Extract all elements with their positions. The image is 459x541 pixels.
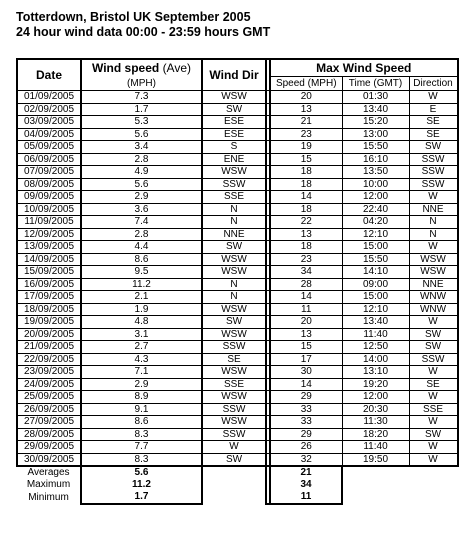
table-row: [17, 116, 458, 129]
date-cell: 10/09/2005: [17, 203, 81, 216]
ave-speed-cell: 7.1: [81, 366, 202, 379]
date-cell: 06/09/2005: [17, 153, 81, 166]
max-time-cell: 13:50: [342, 166, 409, 179]
table-row: [17, 303, 458, 316]
summary-max-speed: 21: [270, 466, 342, 479]
max-time-cell: 13:00: [342, 128, 409, 141]
table-row: [17, 241, 458, 254]
table-row: [17, 353, 458, 366]
date-cell: 22/09/2005: [17, 353, 81, 366]
date-cell: 15/09/2005: [17, 266, 81, 279]
ave-speed-cell: 5.6: [81, 178, 202, 191]
max-time-cell: 20:30: [342, 403, 409, 416]
wind-dir-cell: WSW: [202, 391, 266, 404]
date-cell: 03/09/2005: [17, 116, 81, 129]
summary-spacer: [342, 491, 458, 504]
max-time-cell: 15:00: [342, 291, 409, 304]
ave-speed-cell: 9.5: [81, 266, 202, 279]
summary-spacer: [342, 466, 458, 479]
wind-dir-cell: WSW: [202, 91, 266, 104]
max-time-cell: 12:50: [342, 341, 409, 354]
max-time-cell: 14:00: [342, 353, 409, 366]
max-direction-cell: W: [409, 91, 458, 104]
max-direction-cell: W: [409, 316, 458, 329]
date-cell: 02/09/2005: [17, 103, 81, 116]
max-speed-cell: 13: [270, 328, 342, 341]
wind-dir-cell: ESE: [202, 128, 266, 141]
table-row: [17, 216, 458, 229]
table-row: [17, 203, 458, 216]
max-time-cell: 19:20: [342, 378, 409, 391]
ave-speed-cell: 5.3: [81, 116, 202, 129]
table-row: [17, 428, 458, 441]
max-time-cell: 11:30: [342, 416, 409, 429]
wind-dir-cell: S: [202, 141, 266, 154]
max-speed-cell: 18: [270, 203, 342, 216]
ave-speed-cell: 7.3: [81, 91, 202, 104]
max-speed-cell: 15: [270, 153, 342, 166]
max-time-cell: 11:40: [342, 328, 409, 341]
max-speed-cell: 13: [270, 228, 342, 241]
date-cell: 05/09/2005: [17, 141, 81, 154]
ave-speed-cell: 8.6: [81, 253, 202, 266]
max-time-cell: 11:40: [342, 441, 409, 454]
date-cell: 17/09/2005: [17, 291, 81, 304]
date-cell: 01/09/2005: [17, 91, 81, 104]
max-speed-cell: 23: [270, 128, 342, 141]
max-speed-cell: 11: [270, 303, 342, 316]
summary-label: Minimum: [28, 491, 69, 503]
ave-speed-cell: 7.7: [81, 441, 202, 454]
max-time-cell: 15:50: [342, 141, 409, 154]
ave-speed-cell: 8.9: [81, 391, 202, 404]
date-cell: 20/09/2005: [17, 328, 81, 341]
max-speed-cell: 20: [270, 316, 342, 329]
wind-dir-cell: N: [202, 216, 266, 229]
date-cell: 21/09/2005: [17, 341, 81, 354]
wind-dir-cell: SSE: [202, 191, 266, 204]
table-row: [17, 441, 458, 454]
table-row: [17, 391, 458, 404]
header-max-speed: Speed (MPH): [270, 77, 342, 91]
ave-speed-cell: 2.7: [81, 341, 202, 354]
max-time-cell: 18:20: [342, 428, 409, 441]
table-row: [17, 366, 458, 379]
summary-ave-speed: 11.2: [81, 479, 202, 491]
max-direction-cell: SW: [409, 141, 458, 154]
max-speed-cell: 32: [270, 453, 342, 466]
wind-dir-cell: WSW: [202, 328, 266, 341]
table-row: [17, 453, 458, 466]
max-speed-cell: 33: [270, 403, 342, 416]
summary-spacer: [342, 479, 458, 491]
table-row: [17, 178, 458, 191]
max-direction-cell: SSW: [409, 166, 458, 179]
daily-rows: [17, 91, 458, 467]
max-time-cell: 09:00: [342, 278, 409, 291]
max-speed-cell: 22: [270, 216, 342, 229]
wind-dir-cell: WSW: [202, 166, 266, 179]
summary-label: Maximum: [26, 479, 71, 490]
max-direction-cell: SE: [409, 378, 458, 391]
wind-dir-cell: N: [202, 278, 266, 291]
date-cell: 12/09/2005: [17, 228, 81, 241]
max-time-cell: 13:10: [342, 366, 409, 379]
max-direction-cell: SSW: [409, 153, 458, 166]
max-time-cell: 13:40: [342, 316, 409, 329]
max-speed-cell: 13: [270, 103, 342, 116]
wind-dir-cell: ESE: [202, 116, 266, 129]
max-time-cell: 12:10: [342, 303, 409, 316]
ave-speed-cell: 1.9: [81, 303, 202, 316]
max-direction-cell: E: [409, 103, 458, 116]
date-cell: 24/09/2005: [17, 378, 81, 391]
date-cell: 11/09/2005: [17, 216, 81, 229]
summary-row: [17, 479, 458, 491]
date-cell: 26/09/2005: [17, 403, 81, 416]
wind-dir-cell: WSW: [202, 253, 266, 266]
table-row: [17, 341, 458, 354]
date-cell: 04/09/2005: [17, 128, 81, 141]
table-row: [17, 403, 458, 416]
max-time-cell: 15:00: [342, 241, 409, 254]
date-cell: 13/09/2005: [17, 241, 81, 254]
max-speed-cell: 18: [270, 241, 342, 254]
ave-speed-cell: 5.6: [81, 128, 202, 141]
max-time-cell: 12:00: [342, 391, 409, 404]
table-row: [17, 278, 458, 291]
max-speed-cell: 30: [270, 366, 342, 379]
wind-dir-cell: N: [202, 203, 266, 216]
max-speed-cell: 18: [270, 178, 342, 191]
header-wind-dir: Wind Dir: [202, 59, 266, 91]
max-speed-cell: 29: [270, 391, 342, 404]
ave-speed-cell: 8.3: [81, 453, 202, 466]
date-cell: 29/09/2005: [17, 441, 81, 454]
max-speed-cell: 15: [270, 341, 342, 354]
header-wind-speed-unit: (MPH): [81, 77, 202, 91]
summary-ave-speed: 5.6: [81, 466, 202, 479]
table-row: [17, 266, 458, 279]
ave-speed-cell: 9.1: [81, 403, 202, 416]
table-row: [17, 141, 458, 154]
table-row: [17, 166, 458, 179]
max-time-cell: 01:30: [342, 91, 409, 104]
ave-speed-cell: 2.9: [81, 191, 202, 204]
wind-data-table: [16, 58, 459, 505]
ave-speed-cell: 3.1: [81, 328, 202, 341]
max-direction-cell: NNE: [409, 203, 458, 216]
ave-speed-cell: 8.3: [81, 428, 202, 441]
header-max-direction: Direction: [409, 77, 458, 91]
ave-speed-cell: 4.9: [81, 166, 202, 179]
date-cell: 16/09/2005: [17, 278, 81, 291]
max-direction-cell: W: [409, 416, 458, 429]
summary-row: [17, 491, 458, 504]
max-direction-cell: W: [409, 441, 458, 454]
wind-dir-cell: SE: [202, 353, 266, 366]
max-speed-cell: 21: [270, 116, 342, 129]
table-row: [17, 103, 458, 116]
max-direction-cell: W: [409, 391, 458, 404]
max-direction-cell: W: [409, 366, 458, 379]
ave-speed-cell: 3.6: [81, 203, 202, 216]
max-time-cell: 16:10: [342, 153, 409, 166]
wind-dir-cell: ENE: [202, 153, 266, 166]
date-cell: 14/09/2005: [17, 253, 81, 266]
max-time-cell: 12:10: [342, 228, 409, 241]
wind-dir-cell: SSW: [202, 428, 266, 441]
max-direction-cell: WSW: [409, 253, 458, 266]
header-max-wind-speed: Max Wind Speed: [270, 59, 458, 77]
ave-speed-cell: 3.4: [81, 141, 202, 154]
ave-speed-cell: 11.2: [81, 278, 202, 291]
max-speed-cell: 20: [270, 91, 342, 104]
ave-speed-cell: 2.9: [81, 378, 202, 391]
wind-dir-cell: WSW: [202, 266, 266, 279]
table-row: [17, 328, 458, 341]
wind-dir-cell: WSW: [202, 303, 266, 316]
date-cell: 27/09/2005: [17, 416, 81, 429]
wind-dir-cell: SW: [202, 103, 266, 116]
header-row: [17, 59, 458, 77]
max-time-cell: 13:40: [342, 103, 409, 116]
wind-dir-cell: WSW: [202, 366, 266, 379]
max-direction-cell: SW: [409, 328, 458, 341]
wind-dir-cell: SW: [202, 241, 266, 254]
date-cell: 23/09/2005: [17, 366, 81, 379]
date-cell: 30/09/2005: [17, 453, 81, 466]
summary-rows: [17, 466, 458, 504]
ave-speed-cell: 1.7: [81, 103, 202, 116]
summary-spacer: [202, 466, 266, 479]
summary-row: [17, 466, 458, 479]
wind-dir-cell: W: [202, 441, 266, 454]
max-time-cell: 12:00: [342, 191, 409, 204]
wind-dir-cell: SW: [202, 453, 266, 466]
header-max-time: Time (GMT): [342, 77, 409, 91]
max-time-cell: 15:20: [342, 116, 409, 129]
wind-dir-cell: SSW: [202, 403, 266, 416]
max-time-cell: 19:50: [342, 453, 409, 466]
max-speed-cell: 29: [270, 428, 342, 441]
max-speed-cell: 19: [270, 141, 342, 154]
ave-speed-cell: 2.8: [81, 153, 202, 166]
table-row: [17, 316, 458, 329]
table-row: [17, 228, 458, 241]
date-cell: 09/09/2005: [17, 191, 81, 204]
max-time-cell: 04:20: [342, 216, 409, 229]
max-speed-cell: 17: [270, 353, 342, 366]
max-direction-cell: SSW: [409, 178, 458, 191]
date-cell: 19/09/2005: [17, 316, 81, 329]
max-direction-cell: N: [409, 216, 458, 229]
max-direction-cell: N: [409, 228, 458, 241]
summary-max-speed: 34: [270, 479, 342, 491]
page-subtitle: 24 hour wind data 00:00 - 23:59 hours GMT: [16, 25, 271, 39]
table-row: [17, 153, 458, 166]
date-cell: 25/09/2005: [17, 391, 81, 404]
wind-dir-cell: NNE: [202, 228, 266, 241]
table-row: [17, 128, 458, 141]
table-row: [17, 416, 458, 429]
max-direction-cell: W: [409, 191, 458, 204]
table-row: [17, 253, 458, 266]
summary-max-speed: 11: [270, 491, 342, 504]
date-cell: 18/09/2005: [17, 303, 81, 316]
summary-ave-speed: 1.7: [81, 491, 202, 504]
max-speed-cell: 14: [270, 191, 342, 204]
date-cell: 08/09/2005: [17, 178, 81, 191]
ave-speed-cell: 4.8: [81, 316, 202, 329]
max-time-cell: 14:10: [342, 266, 409, 279]
wind-dir-cell: SW: [202, 316, 266, 329]
max-direction-cell: SE: [409, 116, 458, 129]
wind-dir-cell: WSW: [202, 416, 266, 429]
header-wind-speed: Wind speed (Ave): [81, 59, 202, 77]
max-speed-cell: 26: [270, 441, 342, 454]
ave-speed-cell: 4.3: [81, 353, 202, 366]
max-direction-cell: SW: [409, 341, 458, 354]
wind-dir-cell: SSW: [202, 178, 266, 191]
summary-spacer: [202, 479, 266, 491]
max-direction-cell: SSE: [409, 403, 458, 416]
max-speed-cell: 33: [270, 416, 342, 429]
summary-spacer: [202, 491, 266, 504]
table-row: [17, 91, 458, 104]
date-cell: 07/09/2005: [17, 166, 81, 179]
max-time-cell: 15:50: [342, 253, 409, 266]
ave-speed-cell: 2.1: [81, 291, 202, 304]
max-speed-cell: 28: [270, 278, 342, 291]
max-direction-cell: SW: [409, 428, 458, 441]
page-title: Totterdown, Bristol UK September 2005: [16, 10, 251, 24]
summary-label: Averages: [27, 467, 70, 478]
max-speed-cell: 14: [270, 291, 342, 304]
wind-dir-cell: SSE: [202, 378, 266, 391]
max-time-cell: 22:40: [342, 203, 409, 216]
header-date: Date: [17, 59, 81, 91]
max-speed-cell: 18: [270, 166, 342, 179]
ave-speed-cell: 4.4: [81, 241, 202, 254]
table-row: [17, 291, 458, 304]
max-direction-cell: WSW: [409, 266, 458, 279]
date-cell: 28/09/2005: [17, 428, 81, 441]
ave-speed-cell: 7.4: [81, 216, 202, 229]
max-direction-cell: SSW: [409, 353, 458, 366]
max-time-cell: 10:00: [342, 178, 409, 191]
ave-speed-cell: 2.8: [81, 228, 202, 241]
max-speed-cell: 23: [270, 253, 342, 266]
table-row: [17, 191, 458, 204]
max-direction-cell: WNW: [409, 291, 458, 304]
wind-dir-cell: SSW: [202, 341, 266, 354]
max-speed-cell: 14: [270, 378, 342, 391]
max-speed-cell: 34: [270, 266, 342, 279]
max-direction-cell: W: [409, 453, 458, 466]
ave-speed-cell: 8.6: [81, 416, 202, 429]
max-direction-cell: W: [409, 241, 458, 254]
table-row: [17, 378, 458, 391]
max-direction-cell: SE: [409, 128, 458, 141]
max-direction-cell: WNW: [409, 303, 458, 316]
max-direction-cell: NNE: [409, 278, 458, 291]
wind-dir-cell: N: [202, 291, 266, 304]
